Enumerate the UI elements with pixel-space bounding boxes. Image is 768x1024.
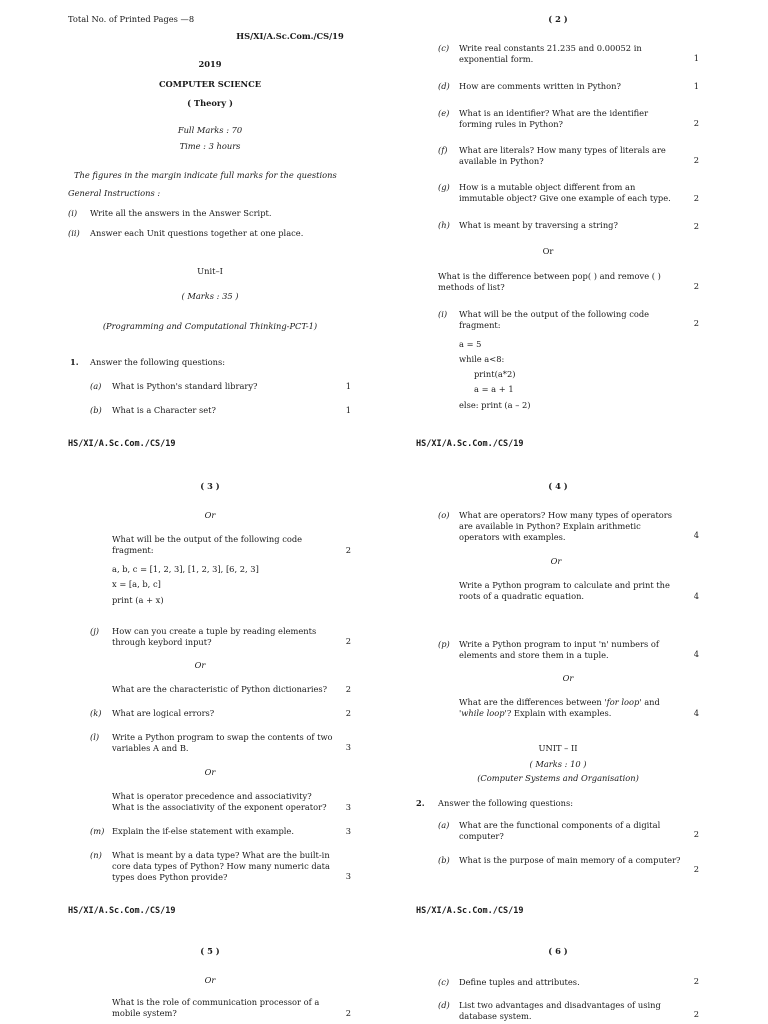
page-5 xyxy=(0,930,384,1024)
subquestion-label: (d) xyxy=(438,1000,450,1010)
page-number: ( 3 ) xyxy=(200,481,220,491)
exam-year: 2019 xyxy=(198,59,222,69)
or-separator: Or xyxy=(550,556,562,566)
unit-marks: ( Marks : 10 ) xyxy=(529,759,587,769)
page-number: ( 5 ) xyxy=(200,946,220,956)
question-number: 1. xyxy=(70,357,79,367)
question-text: What will be the output of the following code fragment: xyxy=(112,534,303,555)
question-marks: 2 xyxy=(693,318,699,328)
subquestion-label: (l) xyxy=(90,732,100,742)
question-marks: 1 xyxy=(693,81,699,91)
subquestion-label: (c) xyxy=(438,977,450,987)
code-line: else: print (a – 2) xyxy=(459,400,531,410)
instruction-text: Answer each Unit questions together at one place. xyxy=(90,228,304,238)
unit-title: UNIT – II xyxy=(538,743,578,753)
subquestion-label: (e) xyxy=(438,108,450,118)
question-text-part: and xyxy=(641,697,660,707)
question-text: Answer the following questions: xyxy=(438,798,574,808)
instruction-text: Write all the answers in the Answer Script. xyxy=(90,208,272,218)
general-instructions-title: General Instructions : xyxy=(68,188,161,198)
question-text: What are operators? How many types of operators are available in Python? Explain arithmetic operators with examples. xyxy=(459,510,672,542)
instruction-number: (i) xyxy=(68,208,78,218)
page-footer: HS/XI/A.Sc.Com./CS/19 xyxy=(68,439,176,449)
question-marks: 2 xyxy=(693,118,699,128)
question-marks: 2 xyxy=(693,155,699,165)
question-text: What are literals? How many types of literals are available in Python? xyxy=(459,145,666,166)
question-marks: 2 xyxy=(345,708,351,718)
subject-title: COMPUTER SCIENCE xyxy=(158,79,262,89)
page-footer: HS/XI/A.Sc.Com./CS/19 xyxy=(416,439,524,449)
question-text: What is operator precedence and associativity? What is the associativity of the exponent operator? xyxy=(112,791,327,812)
question-marks: 3 xyxy=(345,871,351,881)
question-marks: 2 xyxy=(345,1008,351,1018)
question-text: How is a mutable object different from an immutable object? Give one example of each type. xyxy=(459,182,671,203)
code-line: print (a + x) xyxy=(112,595,164,605)
subquestion-label: (d) xyxy=(438,81,450,91)
or-separator: Or xyxy=(542,246,554,256)
question-text: How can you create a tuple by reading elements through keybord input? xyxy=(112,626,317,647)
or-separator: Or xyxy=(204,510,216,520)
unit-marks: ( Marks : 35 ) xyxy=(181,291,239,301)
page-2 xyxy=(384,0,768,465)
question-marks: 2 xyxy=(693,976,699,986)
code-line: while a<8: xyxy=(459,354,505,364)
question-text xyxy=(459,697,681,719)
question-marks: 4 xyxy=(693,591,699,601)
subquestion-label: (c) xyxy=(438,43,450,53)
paper-code: HS/XI/A.Sc.Com./CS/19 xyxy=(236,31,344,41)
margin-note: The figures in the margin indicate full marks for the questions xyxy=(74,170,337,180)
unit-subtitle: (Computer Systems and Organisation) xyxy=(477,773,639,783)
question-marks: 2 xyxy=(693,193,699,203)
page-footer: HS/XI/A.Sc.Com./CS/19 xyxy=(416,906,524,916)
unit-subtitle: (Programming and Computational Thinking-PCT-1) xyxy=(102,321,318,331)
question-marks: 3 xyxy=(345,802,351,812)
page-number: ( 6 ) xyxy=(548,946,568,956)
question-marks: 3 xyxy=(345,826,351,836)
subquestion-label: (o) xyxy=(438,510,450,520)
question-text: What is Python's standard library? xyxy=(112,381,258,391)
question-text: Write real constants 21.235 and 0.00052 in exponential form. xyxy=(459,43,642,64)
subquestion-label: (j) xyxy=(90,626,100,636)
subquestion-label: (g) xyxy=(438,182,450,192)
subquestion-label: (a) xyxy=(90,381,102,391)
question-text: What is an identifier? What are the identifier forming rules in Python? xyxy=(459,108,649,129)
question-text: What is meant by traversing a string? xyxy=(459,220,618,230)
question-text-part: What are the differences between xyxy=(459,697,605,707)
question-marks: 4 xyxy=(693,708,699,718)
question-text: What are the functional components of a digital computer? xyxy=(459,820,661,841)
question-text: What is meant by a data type? What are the built-in core data types of Python? How many numeric data types does Python provide? xyxy=(112,850,330,882)
question-text: What are the characteristic of Python dictionaries? xyxy=(112,684,328,694)
question-text: What is the role of communication processor of a mobile system? xyxy=(112,997,320,1018)
question-marks: 2 xyxy=(345,684,351,694)
question-text: What is a Character set? xyxy=(112,405,216,415)
question-marks: 4 xyxy=(693,649,699,659)
or-separator: Or xyxy=(194,660,206,670)
subquestion-label: (n) xyxy=(90,850,102,860)
page-1 xyxy=(0,0,384,465)
question-marks: 1 xyxy=(345,381,351,391)
subquestion-label: (i) xyxy=(438,309,448,319)
subquestion-label: (p) xyxy=(438,639,450,649)
question-marks: 4 xyxy=(693,530,699,540)
question-marks: 2 xyxy=(693,829,699,839)
subquestion-label: (k) xyxy=(90,708,102,718)
question-marks: 3 xyxy=(345,742,351,752)
question-marks: 2 xyxy=(345,636,351,646)
question-text-part: 'for loop' xyxy=(604,697,642,707)
full-marks: Full Marks : 70 xyxy=(177,125,243,135)
page-6 xyxy=(384,930,768,1024)
page-4 xyxy=(384,465,768,930)
question-text-part: 'while loop' xyxy=(459,708,507,718)
question-text: What is the difference between pop( ) and remove ( ) methods of list? xyxy=(438,271,661,292)
question-text: How are comments written in Python? xyxy=(459,81,621,91)
question-marks: 1 xyxy=(693,53,699,63)
printed-pages: Total No. of Printed Pages —8 xyxy=(68,14,195,24)
code-line: a, b, c = [1, 2, 3], [1, 2, 3], [6, 2, 3] xyxy=(112,564,259,574)
code-line: a = a + 1 xyxy=(474,384,514,394)
question-text: Write a Python program to input 'n' numbers of elements and store them in a tuple. xyxy=(459,639,660,660)
or-separator: Or xyxy=(204,975,216,985)
subquestion-label: (m) xyxy=(90,826,105,836)
question-marks: 2 xyxy=(693,864,699,874)
subquestion-label: (b) xyxy=(438,855,450,865)
question-text: Explain the if-else statement with example. xyxy=(112,826,294,836)
question-text: What is the purpose of main memory of a computer? xyxy=(459,855,681,865)
question-text: What are logical errors? xyxy=(112,708,215,718)
question-text: List two advantages and disadvantages of using database system. xyxy=(459,1000,661,1021)
question-text: Answer the following questions: xyxy=(90,357,226,367)
page-number: ( 2 ) xyxy=(548,14,568,24)
question-marks: 1 xyxy=(345,405,351,415)
or-separator: Or xyxy=(204,767,216,777)
question-marks: 2 xyxy=(693,281,699,291)
unit-title: Unit–I xyxy=(197,266,223,276)
page-footer: HS/XI/A.Sc.Com./CS/19 xyxy=(68,906,176,916)
page-number: ( 4 ) xyxy=(548,481,568,491)
question-text: Define tuples and attributes. xyxy=(459,977,580,987)
or-separator: Or xyxy=(562,673,574,683)
code-line: print(a*2) xyxy=(474,369,516,379)
code-line: x = [a, b, c] xyxy=(112,579,161,589)
subquestion-label: (a) xyxy=(438,820,450,830)
question-marks: 2 xyxy=(693,221,699,231)
question-text: What will be the output of the following code fragment: xyxy=(459,309,650,330)
subquestion-label: (f) xyxy=(438,145,448,155)
question-number: 2. xyxy=(416,798,425,808)
exam-time: Time : 3 hours xyxy=(179,141,241,151)
question-marks: 2 xyxy=(345,545,351,555)
question-text-part: ? Explain with examples. xyxy=(506,708,612,718)
code-line: a = 5 xyxy=(459,339,482,349)
subquestion-label: (b) xyxy=(90,405,102,415)
page-3 xyxy=(0,465,384,930)
question-text: Write a Python program to swap the contents of two variables A and B. xyxy=(112,732,333,753)
question-text: Write a Python program to calculate and print the roots of a quadratic equation. xyxy=(459,580,670,601)
question-marks: 2 xyxy=(693,1009,699,1019)
subquestion-label: (h) xyxy=(438,220,450,230)
paper-type: ( Theory ) xyxy=(187,98,233,108)
instruction-number: (ii) xyxy=(68,228,80,238)
